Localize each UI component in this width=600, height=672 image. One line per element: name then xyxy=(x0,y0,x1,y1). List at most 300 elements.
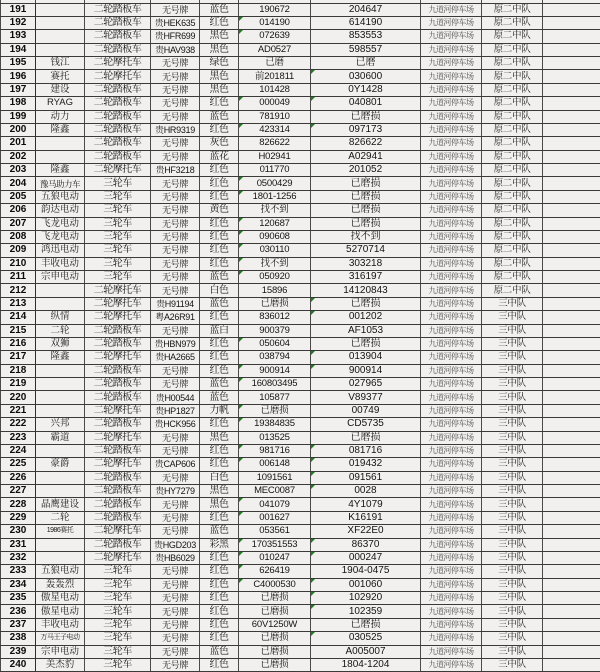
cell-empty[interactable] xyxy=(543,83,600,96)
cell-row-number[interactable]: 200 xyxy=(1,123,36,136)
cell-vehicle-type[interactable]: 二轮踏板车 xyxy=(85,150,151,163)
cell-plate-number[interactable]: 无号牌 xyxy=(151,244,200,257)
cell-vehicle-type[interactable]: 二轮踏板车 xyxy=(85,511,151,524)
cell-storage-location[interactable]: 九道河停车场 xyxy=(421,57,482,70)
cell-brand[interactable] xyxy=(36,404,85,417)
cell-storage-location[interactable]: 九道河停车场 xyxy=(421,364,482,377)
cell-frame-number[interactable]: 201052 xyxy=(311,164,421,177)
cell-engine-number[interactable]: 前201811 xyxy=(239,70,311,83)
cell-vehicle-type[interactable]: 二轮踏板车 xyxy=(85,43,151,56)
cell-frame-number-with-green-triangle[interactable]: 019432 xyxy=(311,458,421,471)
cell-color[interactable]: 红色 xyxy=(200,164,239,177)
cell-storage-location[interactable]: 九道河停车场 xyxy=(421,110,482,123)
cell-brand[interactable]: 1986赛托 xyxy=(36,525,85,538)
cell-unit[interactable]: 三中队 xyxy=(482,324,543,337)
cell-row-number[interactable]: 208 xyxy=(1,230,36,243)
cell-color[interactable]: 红色 xyxy=(200,177,239,190)
cell-frame-number-with-green-triangle[interactable]: 000247 xyxy=(311,551,421,564)
cell-engine-number-with-green-triangle[interactable]: 0500429 xyxy=(239,177,311,190)
cell-unit[interactable]: 原二中队 xyxy=(482,164,543,177)
cell-storage-location[interactable]: 九道河停车场 xyxy=(421,351,482,364)
cell-vehicle-type[interactable]: 三轮车 xyxy=(85,565,151,578)
cell-unit[interactable]: 三中队 xyxy=(482,565,543,578)
cell-storage-location[interactable]: 九道河停车场 xyxy=(421,551,482,564)
cell-unit[interactable]: 三中队 xyxy=(482,337,543,350)
cell-plate-number[interactable]: 无号牌 xyxy=(151,190,200,203)
cell-unit[interactable]: 原二中队 xyxy=(482,16,543,29)
cell-frame-number[interactable]: 5270714 xyxy=(311,244,421,257)
cell-storage-location[interactable]: 九道河停车场 xyxy=(421,3,482,16)
cell-empty[interactable] xyxy=(543,97,600,110)
cell-frame-number-with-green-triangle[interactable]: 091561 xyxy=(311,471,421,484)
cell-color[interactable]: 红色 xyxy=(200,16,239,29)
cell-brand[interactable] xyxy=(36,551,85,564)
cell-vehicle-type[interactable]: 三轮车 xyxy=(85,592,151,605)
cell-frame-number-with-green-triangle[interactable]: 081716 xyxy=(311,444,421,457)
cell-vehicle-type[interactable]: 二轮踏板车 xyxy=(85,137,151,150)
cell-empty[interactable] xyxy=(543,511,600,524)
cell-storage-location[interactable]: 九道河停车场 xyxy=(421,70,482,83)
cell-row-number[interactable]: 240 xyxy=(1,658,36,671)
cell-plate-number[interactable]: 无号牌 xyxy=(151,204,200,217)
cell-row-number[interactable]: 227 xyxy=(1,485,36,498)
cell-frame-number[interactable]: 027965 xyxy=(311,378,421,391)
cell-color[interactable]: 黑色 xyxy=(200,43,239,56)
cell-engine-number-with-green-triangle[interactable]: 160803495 xyxy=(239,378,311,391)
cell-plate-number[interactable]: 贵HFR699 xyxy=(151,30,200,43)
cell-frame-number-with-green-triangle[interactable]: 030525 xyxy=(311,632,421,645)
cell-frame-number[interactable]: 853553 xyxy=(311,30,421,43)
cell-color[interactable]: 红色 xyxy=(200,217,239,230)
cell-empty[interactable] xyxy=(543,645,600,658)
cell-unit[interactable]: 原二中队 xyxy=(482,271,543,284)
cell-row-number[interactable]: 216 xyxy=(1,337,36,350)
cell-storage-location[interactable]: 九道河停车场 xyxy=(421,525,482,538)
cell-engine-number[interactable]: 已磨损 xyxy=(239,592,311,605)
cell-unit[interactable]: 原二中队 xyxy=(482,83,543,96)
cell-row-number[interactable]: 214 xyxy=(1,311,36,324)
cell-unit[interactable]: 原二中队 xyxy=(482,177,543,190)
cell-row-number[interactable]: 206 xyxy=(1,204,36,217)
cell-plate-number[interactable]: 无号牌 xyxy=(151,97,200,110)
cell-engine-number-with-green-triangle[interactable]: 090608 xyxy=(239,230,311,243)
cell-engine-number-with-green-triangle[interactable]: 030110 xyxy=(239,244,311,257)
cell-vehicle-type[interactable]: 三轮车 xyxy=(85,244,151,257)
cell-empty[interactable] xyxy=(543,57,600,70)
cell-frame-number[interactable]: 4Y1079 xyxy=(311,498,421,511)
cell-empty[interactable] xyxy=(543,230,600,243)
cell-brand[interactable] xyxy=(36,150,85,163)
cell-color[interactable]: 红色 xyxy=(200,244,239,257)
cell-vehicle-type[interactable]: 二轮踏板车 xyxy=(85,83,151,96)
cell-engine-number[interactable]: 15896 xyxy=(239,284,311,297)
cell-plate-number[interactable]: 无号牌 xyxy=(151,431,200,444)
cell-empty[interactable] xyxy=(543,137,600,150)
cell-engine-number-with-green-triangle[interactable]: 050920 xyxy=(239,271,311,284)
cell-plate-number[interactable]: 无号牌 xyxy=(151,284,200,297)
cell-plate-number[interactable]: 无号牌 xyxy=(151,618,200,631)
cell-brand[interactable]: 飞龙电动 xyxy=(36,230,85,243)
cell-storage-location[interactable]: 九道河停车场 xyxy=(421,471,482,484)
cell-brand[interactable]: 豫马助力车 xyxy=(36,177,85,190)
cell-brand[interactable]: 宗申电动 xyxy=(36,645,85,658)
cell-frame-number-with-green-triangle[interactable]: 001060 xyxy=(311,578,421,591)
cell-plate-number[interactable]: 无号牌 xyxy=(151,271,200,284)
cell-storage-location[interactable]: 九道河停车场 xyxy=(421,592,482,605)
cell-storage-location[interactable]: 九道河停车场 xyxy=(421,404,482,417)
cell-plate-number[interactable]: 无号牌 xyxy=(151,592,200,605)
cell-color[interactable]: 黑色 xyxy=(200,70,239,83)
cell-storage-location[interactable]: 九道河停车场 xyxy=(421,150,482,163)
cell-color[interactable]: 蓝色 xyxy=(200,391,239,404)
cell-plate-number[interactable]: 无号牌 xyxy=(151,324,200,337)
cell-plate-number[interactable]: 无号牌 xyxy=(151,364,200,377)
cell-engine-number[interactable]: MEC0087 xyxy=(239,485,311,498)
cell-engine-number[interactable]: 已磨损 xyxy=(239,632,311,645)
cell-frame-number-with-green-triangle[interactable]: 102359 xyxy=(311,605,421,618)
cell-plate-number[interactable]: 无号牌 xyxy=(151,444,200,457)
cell-plate-number[interactable]: 无号牌 xyxy=(151,498,200,511)
cell-brand[interactable]: 韵达电动 xyxy=(36,204,85,217)
cell-brand[interactable]: 晶鹰建设 xyxy=(36,498,85,511)
cell-row-number[interactable]: 212 xyxy=(1,284,36,297)
cell-brand[interactable]: 宗申电动 xyxy=(36,271,85,284)
cell-frame-number[interactable]: 0Y1428 xyxy=(311,83,421,96)
cell-plate-number[interactable]: 贵HGD203 xyxy=(151,538,200,551)
cell-engine-number-with-green-triangle[interactable]: 072639 xyxy=(239,30,311,43)
cell-color[interactable]: 黑色 xyxy=(200,431,239,444)
cell-plate-number[interactable]: 无号牌 xyxy=(151,217,200,230)
cell-empty[interactable] xyxy=(543,284,600,297)
cell-unit[interactable]: 原二中队 xyxy=(482,190,543,203)
cell-frame-number[interactable]: AF1053 xyxy=(311,324,421,337)
cell-brand[interactable]: RYAG xyxy=(36,97,85,110)
cell-color[interactable]: 黑色 xyxy=(200,485,239,498)
cell-vehicle-type[interactable]: 二轮踏板车 xyxy=(85,444,151,457)
cell-unit[interactable]: 原二中队 xyxy=(482,123,543,136)
cell-frame-number[interactable]: 已磨损 xyxy=(311,217,421,230)
cell-plate-number[interactable]: 无号牌 xyxy=(151,57,200,70)
cell-brand[interactable]: 赛托 xyxy=(36,70,85,83)
cell-row-number[interactable]: 231 xyxy=(1,538,36,551)
cell-engine-number-with-green-triangle[interactable]: 006148 xyxy=(239,458,311,471)
cell-vehicle-type[interactable]: 二轮摩托车 xyxy=(85,57,151,70)
cell-engine-number-with-green-triangle[interactable]: 120687 xyxy=(239,217,311,230)
cell-vehicle-type[interactable]: 二轮踏板车 xyxy=(85,97,151,110)
cell-row-number[interactable]: 192 xyxy=(1,16,36,29)
cell-vehicle-type[interactable]: 二轮摩托车 xyxy=(85,431,151,444)
cell-empty[interactable] xyxy=(543,618,600,631)
cell-storage-location[interactable]: 九道河停车场 xyxy=(421,297,482,310)
cell-frame-number[interactable]: A02941 xyxy=(311,150,421,163)
cell-vehicle-type[interactable]: 三轮车 xyxy=(85,271,151,284)
cell-color[interactable]: 红色 xyxy=(200,511,239,524)
cell-storage-location[interactable]: 九道河停车场 xyxy=(421,284,482,297)
cell-row-number[interactable]: 198 xyxy=(1,97,36,110)
cell-row-number[interactable]: 201 xyxy=(1,137,36,150)
cell-brand[interactable] xyxy=(36,485,85,498)
cell-plate-number[interactable]: 贵HR9319 xyxy=(151,123,200,136)
cell-row-number[interactable]: 232 xyxy=(1,551,36,564)
cell-unit[interactable]: 三中队 xyxy=(482,351,543,364)
cell-frame-number[interactable]: 316197 xyxy=(311,271,421,284)
cell-storage-location[interactable]: 九道河停车场 xyxy=(421,190,482,203)
cell-frame-number[interactable]: 826622 xyxy=(311,137,421,150)
cell-frame-number[interactable]: 303218 xyxy=(311,257,421,270)
cell-vehicle-type[interactable]: 三轮车 xyxy=(85,177,151,190)
cell-row-number[interactable]: 202 xyxy=(1,150,36,163)
cell-storage-location[interactable]: 九道河停车场 xyxy=(421,257,482,270)
cell-color[interactable]: 黄色 xyxy=(200,204,239,217)
cell-brand[interactable] xyxy=(36,297,85,310)
cell-color[interactable]: 红色 xyxy=(200,444,239,457)
cell-plate-number[interactable]: 无号牌 xyxy=(151,257,200,270)
cell-empty[interactable] xyxy=(543,538,600,551)
cell-storage-location[interactable]: 九道河停车场 xyxy=(421,204,482,217)
cell-empty[interactable] xyxy=(543,471,600,484)
cell-plate-number[interactable]: 贵HAV938 xyxy=(151,43,200,56)
cell-storage-location[interactable]: 九道河停车场 xyxy=(421,485,482,498)
cell-brand[interactable] xyxy=(36,3,85,16)
cell-engine-number[interactable]: AD0527 xyxy=(239,43,311,56)
cell-row-number[interactable]: 210 xyxy=(1,257,36,270)
cell-engine-number-with-green-triangle[interactable]: 041079 xyxy=(239,498,311,511)
cell-row-number[interactable]: 230 xyxy=(1,525,36,538)
cell-storage-location[interactable]: 九道河停车场 xyxy=(421,605,482,618)
cell-empty[interactable] xyxy=(543,378,600,391)
cell-brand[interactable]: 隆鑫 xyxy=(36,351,85,364)
cell-engine-number[interactable]: 011770 xyxy=(239,164,311,177)
cell-unit[interactable]: 三中队 xyxy=(482,525,543,538)
cell-vehicle-type[interactable]: 二轮摩托车 xyxy=(85,551,151,564)
cell-unit[interactable]: 三中队 xyxy=(482,645,543,658)
cell-unit[interactable]: 原二中队 xyxy=(482,57,543,70)
cell-vehicle-type[interactable]: 二轮踏板车 xyxy=(85,364,151,377)
cell-storage-location[interactable]: 九道河停车场 xyxy=(421,177,482,190)
cell-engine-number[interactable]: 053561 xyxy=(239,525,311,538)
cell-unit[interactable]: 三中队 xyxy=(482,538,543,551)
cell-vehicle-type[interactable]: 三轮车 xyxy=(85,204,151,217)
cell-brand[interactable]: 鸿迅电动 xyxy=(36,244,85,257)
cell-frame-number[interactable]: 614190 xyxy=(311,16,421,29)
cell-empty[interactable] xyxy=(543,632,600,645)
cell-plate-number[interactable]: 无号牌 xyxy=(151,471,200,484)
cell-vehicle-type[interactable]: 二轮摩托车 xyxy=(85,311,151,324)
cell-plate-number[interactable]: 无号牌 xyxy=(151,3,200,16)
cell-engine-number-with-green-triangle[interactable]: 014190 xyxy=(239,16,311,29)
cell-color[interactable]: 红色 xyxy=(200,592,239,605)
cell-row-number[interactable]: 221 xyxy=(1,404,36,417)
cell-vehicle-type[interactable]: 二轮踏板车 xyxy=(85,485,151,498)
cell-color[interactable]: 灰色 xyxy=(200,137,239,150)
cell-frame-number[interactable]: V89377 xyxy=(311,391,421,404)
cell-color[interactable]: 黑色 xyxy=(200,498,239,511)
cell-frame-number-with-green-triangle[interactable]: 900914 xyxy=(311,364,421,377)
cell-color[interactable]: 蓝色 xyxy=(200,3,239,16)
cell-engine-number[interactable]: 038794 xyxy=(239,351,311,364)
cell-vehicle-type[interactable]: 三轮车 xyxy=(85,217,151,230)
cell-frame-number[interactable]: 找不到 xyxy=(311,230,421,243)
cell-frame-number[interactable]: CD5735 xyxy=(311,418,421,431)
cell-unit[interactable]: 三中队 xyxy=(482,431,543,444)
cell-plate-number[interactable]: 贵HY7279 xyxy=(151,485,200,498)
cell-storage-location[interactable]: 九道河停车场 xyxy=(421,324,482,337)
cell-vehicle-type[interactable]: 三轮车 xyxy=(85,632,151,645)
cell-color[interactable]: 红色 xyxy=(200,418,239,431)
cell-storage-location[interactable]: 九道河停车场 xyxy=(421,391,482,404)
cell-unit[interactable]: 三中队 xyxy=(482,458,543,471)
cell-color[interactable]: 蓝色 xyxy=(200,110,239,123)
cell-unit[interactable]: 原二中队 xyxy=(482,137,543,150)
cell-row-number[interactable]: 225 xyxy=(1,458,36,471)
cell-empty[interactable] xyxy=(543,177,600,190)
cell-frame-number[interactable]: XF22E0 xyxy=(311,525,421,538)
cell-unit[interactable]: 三中队 xyxy=(482,618,543,631)
cell-storage-location[interactable]: 九道河停车场 xyxy=(421,498,482,511)
cell-plate-number[interactable]: 贵H00544 xyxy=(151,391,200,404)
cell-frame-number[interactable]: 已磨损 xyxy=(311,337,421,350)
cell-unit[interactable]: 三中队 xyxy=(482,444,543,457)
cell-storage-location[interactable]: 九道河停车场 xyxy=(421,337,482,350)
cell-empty[interactable] xyxy=(543,498,600,511)
cell-row-number[interactable]: 237 xyxy=(1,618,36,631)
cell-frame-number[interactable]: 598557 xyxy=(311,43,421,56)
cell-vehicle-type[interactable]: 三轮车 xyxy=(85,645,151,658)
cell-plate-number[interactable]: 无号牌 xyxy=(151,177,200,190)
cell-storage-location[interactable]: 九道河停车场 xyxy=(421,230,482,243)
cell-engine-number[interactable]: H02941 xyxy=(239,150,311,163)
cell-engine-number[interactable]: 190672 xyxy=(239,3,311,16)
cell-vehicle-type[interactable]: 二轮摩托车 xyxy=(85,525,151,538)
cell-unit[interactable]: 三中队 xyxy=(482,404,543,417)
cell-storage-location[interactable]: 九道河停车场 xyxy=(421,418,482,431)
cell-unit[interactable]: 原二中队 xyxy=(482,110,543,123)
cell-brand[interactable] xyxy=(36,43,85,56)
cell-brand[interactable] xyxy=(36,30,85,43)
cell-color[interactable]: 白色 xyxy=(200,471,239,484)
cell-empty[interactable] xyxy=(543,551,600,564)
cell-plate-number[interactable]: 无号牌 xyxy=(151,150,200,163)
cell-engine-number[interactable]: 013525 xyxy=(239,431,311,444)
cell-row-number[interactable]: 207 xyxy=(1,217,36,230)
cell-brand[interactable]: 五狼电动 xyxy=(36,190,85,203)
cell-storage-location[interactable]: 九道河停车场 xyxy=(421,444,482,457)
cell-empty[interactable] xyxy=(543,565,600,578)
cell-frame-number-with-green-triangle[interactable]: 097173 xyxy=(311,123,421,136)
cell-brand[interactable] xyxy=(36,364,85,377)
cell-unit[interactable]: 原二中队 xyxy=(482,244,543,257)
cell-color[interactable]: 红色 xyxy=(200,565,239,578)
cell-row-number[interactable]: 239 xyxy=(1,645,36,658)
cell-storage-location[interactable]: 九道河停车场 xyxy=(421,565,482,578)
cell-brand[interactable]: 霸道 xyxy=(36,431,85,444)
cell-plate-number[interactable]: 贵HBN979 xyxy=(151,337,200,350)
cell-brand[interactable]: 丰收电动 xyxy=(36,257,85,270)
cell-color[interactable]: 蓝色 xyxy=(200,297,239,310)
cell-frame-number-with-green-triangle[interactable]: 040801 xyxy=(311,97,421,110)
cell-empty[interactable] xyxy=(543,3,600,16)
cell-plate-number[interactable]: 无号牌 xyxy=(151,230,200,243)
cell-vehicle-type[interactable]: 二轮踏板车 xyxy=(85,378,151,391)
cell-storage-location[interactable]: 九道河停车场 xyxy=(421,511,482,524)
cell-empty[interactable] xyxy=(543,271,600,284)
cell-plate-number[interactable]: 贵HCK956 xyxy=(151,418,200,431)
cell-brand[interactable] xyxy=(36,378,85,391)
cell-color[interactable]: 蓝花 xyxy=(200,150,239,163)
cell-empty[interactable] xyxy=(543,164,600,177)
cell-brand[interactable]: 丰收电动 xyxy=(36,618,85,631)
cell-storage-location[interactable]: 九道河停车场 xyxy=(421,16,482,29)
cell-empty[interactable] xyxy=(543,592,600,605)
cell-engine-number-with-green-triangle[interactable]: 1801-1256 xyxy=(239,190,311,203)
cell-empty[interactable] xyxy=(543,525,600,538)
cell-row-number[interactable]: 235 xyxy=(1,592,36,605)
cell-color[interactable]: 力帆 xyxy=(200,404,239,417)
cell-engine-number[interactable]: 836012 xyxy=(239,311,311,324)
cell-frame-number[interactable]: 已磨损 xyxy=(311,431,421,444)
cell-row-number[interactable]: 203 xyxy=(1,164,36,177)
cell-empty[interactable] xyxy=(543,190,600,203)
cell-vehicle-type[interactable]: 三轮车 xyxy=(85,190,151,203)
cell-empty[interactable] xyxy=(543,658,600,671)
cell-vehicle-type[interactable]: 三轮车 xyxy=(85,618,151,631)
cell-row-number[interactable]: 205 xyxy=(1,190,36,203)
cell-color[interactable]: 红色 xyxy=(200,311,239,324)
cell-row-number[interactable]: 228 xyxy=(1,498,36,511)
cell-vehicle-type[interactable]: 二轮踏板车 xyxy=(85,337,151,350)
cell-brand[interactable]: 动力 xyxy=(36,110,85,123)
cell-storage-location[interactable]: 九道河停车场 xyxy=(421,97,482,110)
cell-frame-number[interactable]: 已磨损 xyxy=(311,618,421,631)
cell-engine-number-with-green-triangle[interactable]: 626419 xyxy=(239,565,311,578)
cell-brand[interactable] xyxy=(36,444,85,457)
cell-row-number[interactable]: 194 xyxy=(1,43,36,56)
cell-empty[interactable] xyxy=(543,444,600,457)
cell-row-number[interactable]: 236 xyxy=(1,605,36,618)
cell-engine-number-with-green-triangle[interactable]: 找不到 xyxy=(239,257,311,270)
cell-unit[interactable]: 原二中队 xyxy=(482,230,543,243)
cell-frame-number-with-green-triangle[interactable]: 001202 xyxy=(311,311,421,324)
cell-storage-location[interactable]: 九道河停车场 xyxy=(421,83,482,96)
cell-empty[interactable] xyxy=(543,43,600,56)
cell-brand[interactable]: 纵情 xyxy=(36,311,85,324)
cell-color[interactable]: 蓝色 xyxy=(200,271,239,284)
cell-vehicle-type[interactable]: 二轮踏板车 xyxy=(85,498,151,511)
cell-engine-number-with-green-triangle[interactable]: 19384835 xyxy=(239,418,311,431)
cell-plate-number[interactable]: 无号牌 xyxy=(151,632,200,645)
cell-engine-number-with-green-triangle[interactable]: 423314 xyxy=(239,123,311,136)
cell-frame-number[interactable]: 204647 xyxy=(311,3,421,16)
cell-storage-location[interactable]: 九道河停车场 xyxy=(421,578,482,591)
cell-color[interactable]: 蓝色 xyxy=(200,645,239,658)
cell-plate-number[interactable]: 无号牌 xyxy=(151,605,200,618)
cell-unit[interactable]: 原二中队 xyxy=(482,204,543,217)
cell-brand[interactable]: 兴邦 xyxy=(36,418,85,431)
cell-vehicle-type[interactable]: 二轮踏板车 xyxy=(85,110,151,123)
cell-row-number[interactable]: 222 xyxy=(1,418,36,431)
cell-storage-location[interactable]: 九道河停车场 xyxy=(421,43,482,56)
cell-empty[interactable] xyxy=(543,337,600,350)
cell-plate-number[interactable]: 贵HEK635 xyxy=(151,16,200,29)
cell-plate-number[interactable]: 无号牌 xyxy=(151,565,200,578)
cell-vehicle-type[interactable]: 二轮踏板车 xyxy=(85,418,151,431)
cell-vehicle-type[interactable]: 三轮车 xyxy=(85,257,151,270)
cell-plate-number[interactable]: 无号牌 xyxy=(151,110,200,123)
cell-brand[interactable]: 二轮 xyxy=(36,511,85,524)
cell-color[interactable]: 蓝白 xyxy=(200,324,239,337)
cell-frame-number[interactable]: K16191 xyxy=(311,511,421,524)
cell-plate-number[interactable]: 无号牌 xyxy=(151,511,200,524)
